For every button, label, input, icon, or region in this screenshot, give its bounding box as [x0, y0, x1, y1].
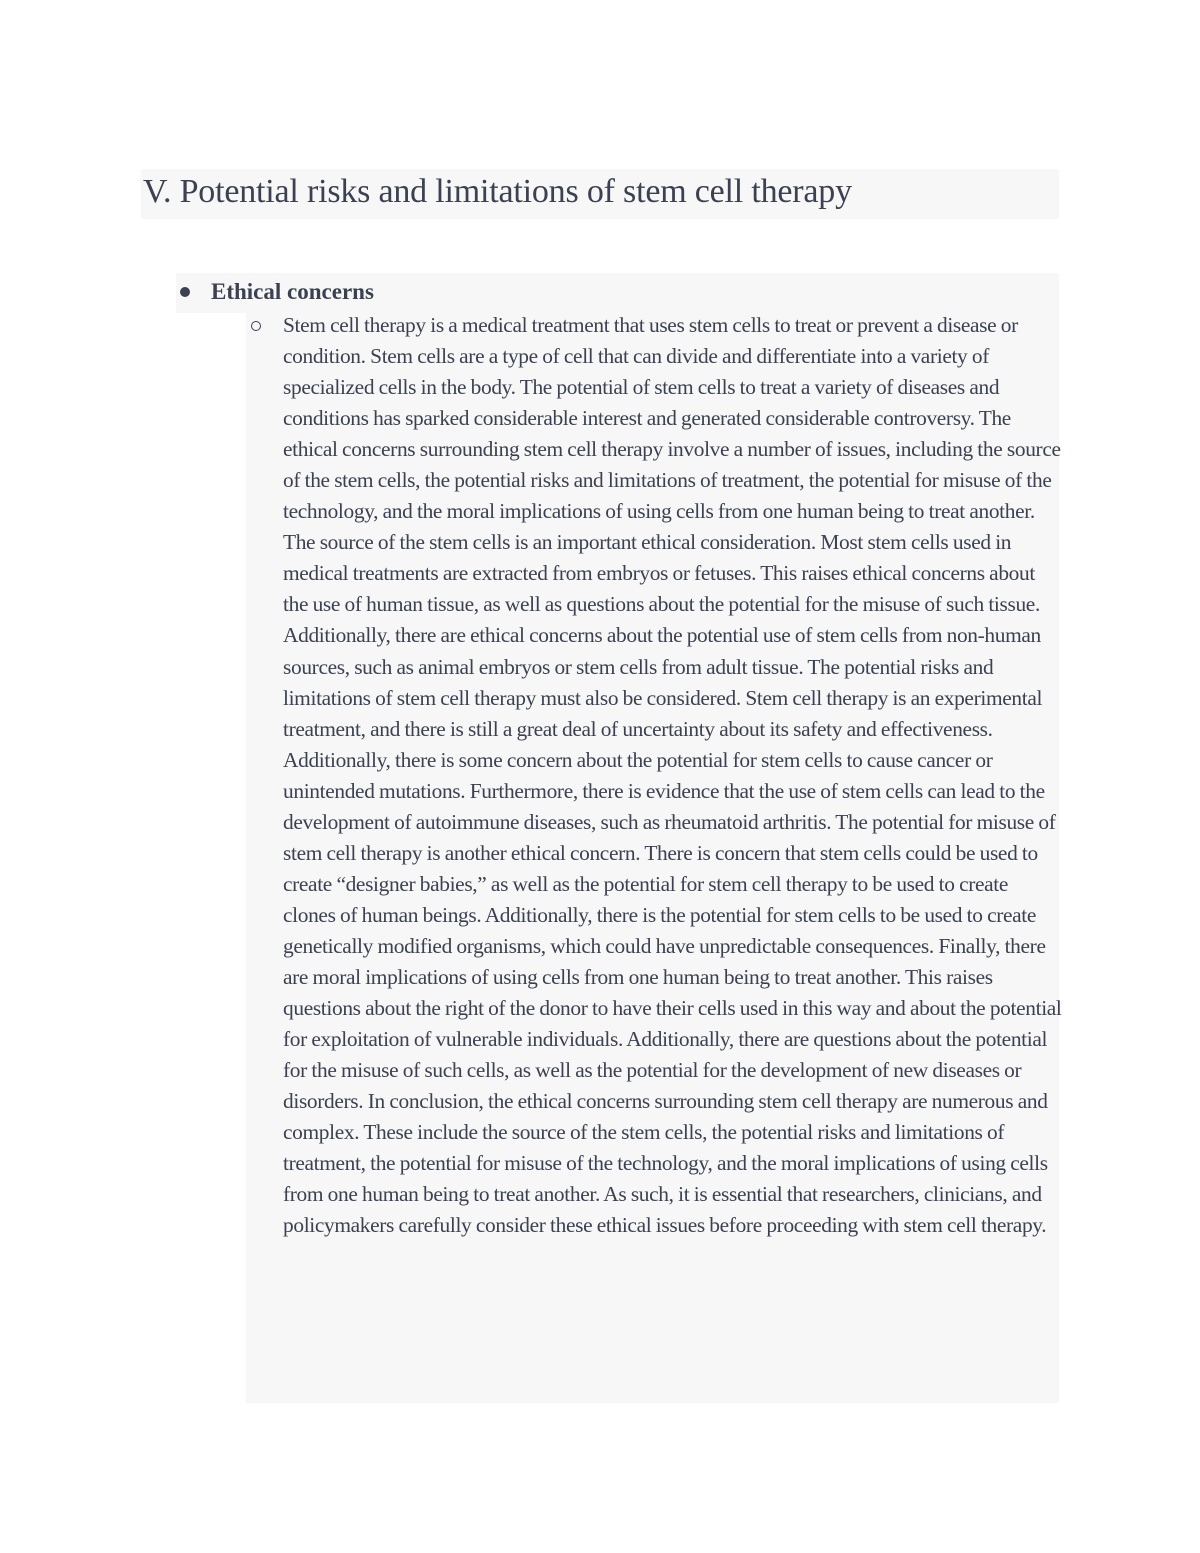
hollow-circle-bullet-icon — [251, 321, 261, 331]
bullet-label: Ethical concerns — [211, 279, 374, 304]
sub-item-paragraph: Stem cell therapy is a medical treatment that uses stem cells to treat or prevent a disease or condition. Stem cells are a type of cell that can divide and differentiate into a variety of specialized cells in the body. The potential of stem cells to treat a variety of diseases and conditions has sparked considerable interest and generated considerable controversy. The ethical concerns surrounding stem cell therapy involve a number of issues, including the source of the stem cells, the potential risks and limitations of treatment, the potential for misuse of the technology, and the moral implications of using cells from one human being to treat another. The source of the stem cells is an important ethical consideration. Most stem cells used in medical treatments are extracted from embryos or fetuses. This raises ethical concerns about the use of human tissue, as well as questions about the potential for the misuse of such tissue. Additionally, there are ethical concerns about the potential use of stem cells from non-human sources, such as animal embryos or stem cells from adult tissue. The potential risks and limitations of stem cell therapy must also be considered. Stem cell therapy is an experimental treatment, and there is still a great deal of uncertainty about its safety and effectiveness. Additionally, there is some concern about the potential for stem cells to cause cancer or unintended mutations. Furthermore, there is evidence that the use of stem cells can lead to the development of autoimmune diseases, such as rheumatoid arthritis. The potential for misuse of stem cell therapy is another ethical concern. There is concern that stem cells could be used to create “designer babies,” as well as the potential for stem cell therapy to be used to create clones of human beings. Additionally, there is the potential for stem cells to be used to create genetically modified organisms, which could have unpredictable consequences. Finally, there are moral implications of using cells from one human being to treat another. This raises questions about the right of the donor to have their cells used in this way and about the potential for exploitation of vulnerable individuals. Additionally, there are questions about the potential for the misuse of such cells, as well as the potential for the development of new diseases or disorders. In conclusion, the ethical concerns surrounding stem cell therapy are numerous and complex. These include the source of the stem cells, the potential risks and limitations of treatment, the potential for misuse of the technology, and the moral implications of using cells from one human being to treat another. As such, it is essential that researchers, clinicians, and policymakers carefully consider these ethical issues before proceeding with stem cell therapy. — [283, 313, 1062, 1238]
sub-item — [246, 313, 1062, 1403]
bullet-dot-icon — [180, 287, 190, 297]
section-heading: V. Potential risks and limitations of stem cell therapy — [141, 169, 1059, 219]
bullet-item-ethical-concerns — [176, 273, 1059, 313]
